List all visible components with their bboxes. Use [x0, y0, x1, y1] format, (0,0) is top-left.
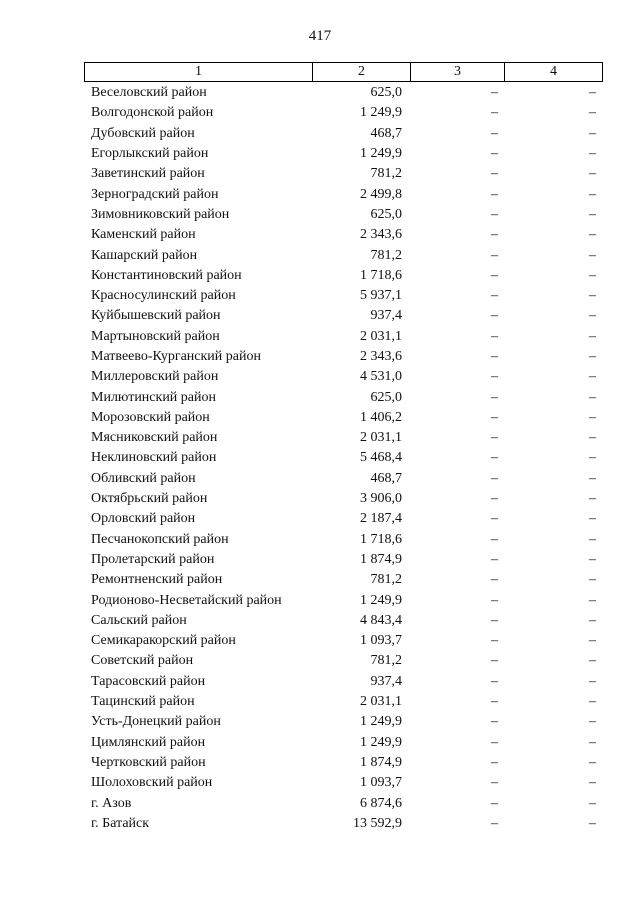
table-row: [84, 590, 602, 610]
district-name: Шолоховский район: [91, 775, 213, 791]
table-row: [84, 144, 602, 164]
column-3-value: –: [491, 288, 498, 304]
column-4-value: –: [589, 734, 596, 750]
column-4-value: –: [589, 694, 596, 710]
column-4-value: –: [589, 125, 596, 141]
amount-value: 4 531,0: [360, 369, 402, 385]
column-3-value: –: [491, 694, 498, 710]
amount-value: 781,2: [370, 247, 402, 263]
column-3-value: –: [491, 247, 498, 263]
district-name: Ремонтненский район: [91, 572, 223, 588]
table-row: [84, 530, 602, 550]
column-3-value: –: [491, 511, 498, 527]
district-name: Красносулинский район: [91, 288, 236, 304]
district-name: Зимовниковский район: [91, 206, 230, 222]
district-name: Родионово-Несветайский район: [91, 592, 282, 608]
column-4-value: –: [589, 389, 596, 405]
table-row: [84, 327, 602, 347]
column-4-value: –: [589, 551, 596, 567]
page-number: 417: [308, 28, 332, 44]
district-name: Константиновский район: [91, 267, 242, 283]
amount-value: 13 592,9: [353, 815, 402, 831]
amount-value: 625,0: [370, 389, 402, 405]
column-3-value: –: [491, 491, 498, 507]
district-name: г. Батайск: [91, 815, 150, 831]
district-name: Матвеево-Курганский район: [91, 349, 261, 364]
amount-value: 1 249,9: [360, 105, 402, 121]
column-3-value: –: [491, 85, 498, 101]
district-name: Егорлыкский район: [91, 146, 209, 162]
table-row: [84, 408, 602, 428]
column-3-value: –: [491, 206, 498, 222]
table-row: [84, 245, 602, 265]
amount-value: 625,0: [370, 85, 402, 101]
amount-value: 2 343,6: [360, 227, 402, 243]
column-header-4: 4: [505, 63, 603, 82]
column-3-value: –: [491, 267, 498, 283]
column-4-value: –: [589, 633, 596, 649]
amount-value: 781,2: [370, 572, 402, 588]
amount-value: 2 187,4: [360, 511, 402, 527]
district-name: Миллеровский район: [91, 369, 219, 385]
column-4-value: –: [589, 815, 596, 831]
amount-value: 2 031,1: [360, 430, 402, 446]
amount-value: 937,4: [370, 308, 402, 324]
column-4-value: –: [589, 430, 596, 446]
table-row: [84, 611, 602, 631]
column-4-value: –: [589, 511, 596, 527]
column-4-value: –: [589, 775, 596, 791]
table-row: [84, 306, 602, 326]
table-row: [84, 225, 602, 245]
column-4-value: –: [589, 308, 596, 324]
column-3-value: –: [491, 531, 498, 547]
amount-value: 468,7: [370, 125, 402, 141]
table-row: [84, 692, 602, 712]
table-row: [84, 733, 602, 753]
table-row: [84, 103, 602, 123]
district-name: Сальский район: [91, 612, 187, 628]
column-3-value: –: [491, 754, 498, 770]
column-3-value: –: [491, 430, 498, 446]
column-4-value: –: [589, 186, 596, 202]
column-3-value: –: [491, 653, 498, 669]
district-name: Неклиновский район: [91, 450, 217, 466]
district-name: Каменский район: [91, 227, 196, 243]
column-3-value: –: [491, 349, 498, 364]
column-4-value: –: [589, 653, 596, 669]
column-4-value: –: [589, 206, 596, 222]
column-3-value: –: [491, 795, 498, 811]
column-header-1: 1: [85, 63, 313, 82]
column-3-value: –: [491, 572, 498, 588]
district-name: Волгодонской район: [91, 105, 214, 121]
amount-value: 4 843,4: [360, 612, 402, 628]
table-row: [84, 651, 602, 671]
column-4-value: –: [589, 673, 596, 689]
amount-value: 1 406,2: [360, 409, 402, 425]
column-4-value: –: [589, 267, 596, 283]
column-4-value: –: [589, 85, 596, 101]
amount-value: 1 874,9: [360, 551, 402, 567]
column-3-value: –: [491, 105, 498, 121]
amount-value: 468,7: [370, 470, 402, 486]
column-3-value: –: [491, 775, 498, 791]
table-row: [84, 753, 602, 773]
table-row: [84, 814, 602, 834]
column-3-value: –: [491, 673, 498, 689]
column-3-value: –: [491, 815, 498, 831]
district-name: Октябрьский район: [91, 491, 208, 507]
amount-value: 937,4: [370, 673, 402, 689]
amount-value: 3 906,0: [360, 491, 402, 507]
district-name: Мясниковский район: [91, 430, 218, 446]
column-4-value: –: [589, 572, 596, 588]
amount-value: 1 718,6: [360, 531, 402, 547]
column-3-value: –: [491, 146, 498, 162]
district-name: Зерноградский район: [91, 186, 219, 202]
amount-value: 1 249,9: [360, 592, 402, 608]
amount-value: 2 343,6: [360, 349, 402, 364]
column-4-value: –: [589, 349, 596, 364]
amount-value: 1 093,7: [360, 775, 402, 791]
amount-value: 1 093,7: [360, 633, 402, 649]
column-4-value: –: [589, 328, 596, 344]
table-row: [84, 367, 602, 387]
column-3-value: –: [491, 734, 498, 750]
table-row: [84, 712, 602, 732]
district-name: г. Азов: [91, 795, 132, 811]
district-name: Обливский район: [91, 470, 196, 486]
district-name: Кашарский район: [91, 247, 198, 263]
column-4-value: –: [589, 288, 596, 304]
column-4-value: –: [589, 450, 596, 466]
table-row: [84, 469, 602, 489]
column-3-value: –: [491, 633, 498, 649]
column-4-value: –: [589, 612, 596, 628]
table-row: [84, 205, 602, 225]
table-row: [84, 347, 602, 367]
column-4-value: –: [589, 146, 596, 162]
column-3-value: –: [491, 612, 498, 628]
district-name: Усть-Донецкий район: [91, 714, 221, 730]
amount-value: 2 499,8: [360, 186, 402, 202]
table-row: [84, 773, 602, 793]
table-body: [84, 83, 602, 834]
column-3-value: –: [491, 328, 498, 344]
table-row: [84, 793, 602, 813]
table-row: [84, 266, 602, 286]
district-name: Заветинский район: [91, 166, 205, 182]
column-3-value: –: [491, 450, 498, 466]
amount-value: 781,2: [370, 166, 402, 182]
table-row: [84, 184, 602, 204]
column-3-value: –: [491, 409, 498, 425]
amount-value: 1 249,9: [360, 714, 402, 730]
district-name: Куйбышевский район: [91, 308, 221, 324]
column-3-value: –: [491, 227, 498, 243]
district-name: Мартыновский район: [91, 328, 220, 344]
column-3-value: –: [491, 186, 498, 202]
amount-value: 2 031,1: [360, 694, 402, 710]
column-3-value: –: [491, 369, 498, 385]
table-row: [84, 489, 602, 509]
column-3-value: –: [491, 551, 498, 567]
table-row: [84, 550, 602, 570]
amount-value: 2 031,1: [360, 328, 402, 344]
column-3-value: –: [491, 470, 498, 486]
table-row: [84, 570, 602, 590]
table-row: [84, 428, 602, 448]
column-4-value: –: [589, 409, 596, 425]
amount-value: 1 249,9: [360, 146, 402, 162]
amount-value: 1 249,9: [360, 734, 402, 750]
column-4-value: –: [589, 531, 596, 547]
district-name: Тарасовский район: [91, 673, 206, 689]
column-4-value: –: [589, 105, 596, 121]
column-4-value: –: [589, 247, 596, 263]
amount-value: 1 874,9: [360, 754, 402, 770]
district-name: Тацинский район: [91, 694, 195, 710]
column-header-2: 2: [313, 63, 411, 82]
column-4-value: –: [589, 795, 596, 811]
district-name: Песчанокопский район: [91, 531, 229, 547]
column-3-value: –: [491, 308, 498, 324]
table-row: [84, 83, 602, 103]
table-row: [84, 631, 602, 651]
column-header-3: 3: [411, 63, 505, 82]
district-name: Семикаракорский район: [91, 633, 236, 649]
column-4-value: –: [589, 754, 596, 770]
column-4-value: –: [589, 227, 596, 243]
column-4-value: –: [589, 592, 596, 608]
column-4-value: –: [589, 166, 596, 182]
table-row: [84, 164, 602, 184]
table-row: [84, 286, 602, 306]
district-name: Чертковский район: [91, 754, 206, 770]
table-row: [84, 124, 602, 144]
district-name: Веселовский район: [91, 85, 207, 101]
district-name: Пролетарский район: [91, 551, 215, 567]
amount-value: 5 937,1: [360, 288, 402, 304]
column-4-value: –: [589, 470, 596, 486]
table-row: [84, 387, 602, 407]
column-3-value: –: [491, 166, 498, 182]
column-3-value: –: [491, 592, 498, 608]
table-row: [84, 448, 602, 468]
column-4-value: –: [589, 491, 596, 507]
amount-value: 781,2: [370, 653, 402, 669]
district-name: Морозовский район: [91, 409, 210, 425]
district-name: Милютинский район: [91, 389, 217, 405]
column-3-value: –: [491, 125, 498, 141]
column-3-value: –: [491, 389, 498, 405]
table-header: [84, 62, 603, 82]
amount-value: 625,0: [370, 206, 402, 222]
district-name: Цимлянский район: [91, 734, 206, 750]
table-row: [84, 672, 602, 692]
amount-value: 5 468,4: [360, 450, 402, 466]
column-4-value: –: [589, 369, 596, 385]
amount-value: 1 718,6: [360, 267, 402, 283]
table-row: [84, 509, 602, 529]
column-4-value: –: [589, 714, 596, 730]
amount-value: 6 874,6: [360, 795, 402, 811]
district-name: Советский район: [91, 653, 194, 669]
district-name: Орловский район: [91, 511, 196, 527]
column-3-value: –: [491, 714, 498, 730]
district-name: Дубовский район: [91, 125, 195, 141]
